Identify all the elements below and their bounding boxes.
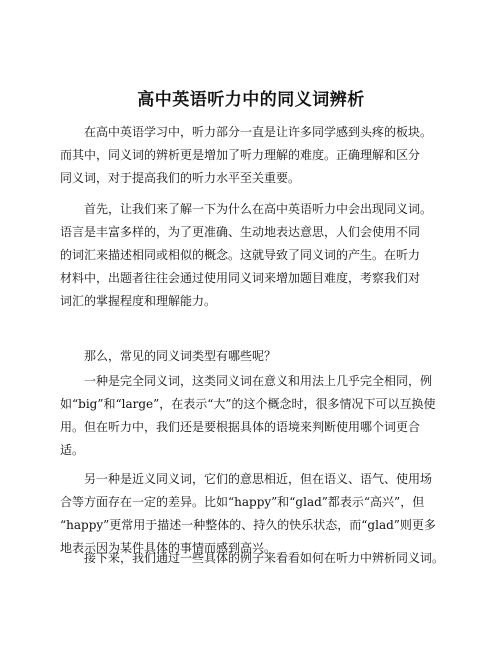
paragraph-line: 另一种是近义同义词，它们的意思相近，但在语义、语气、使用场 xyxy=(84,472,433,486)
paragraph-line: “happy”更常用于描述一种整体的、持久的快乐状态，而“glad”则更多 xyxy=(60,518,436,532)
paragraph-line: 如“big”和“large”，在表示“大”的这个概念时，很多情况下可以互换使 xyxy=(60,397,436,411)
paragraph-line: 适。 xyxy=(60,443,85,457)
paragraph-line: 接下来，我们通过一些具体的例子来看看如何在听力中辨析同义词。 xyxy=(84,551,445,565)
paragraph-line: 词汇的掌握程度和理解能力。 xyxy=(60,294,217,308)
paragraph-line: 地表示因为某件具体的事情而感到高兴。 xyxy=(60,541,277,555)
paragraph-line: 的词汇来描述相同或相似的概念。这就导致了同义词的产生。在听力 xyxy=(60,248,421,262)
document-title: 高中英语听力中的同义词辨析 xyxy=(137,90,365,110)
paragraph-line: 语言是丰富多样的，为了更准确、生动地表达意思，人们会使用不同 xyxy=(60,225,421,239)
paragraph-complete-synonyms xyxy=(60,370,456,462)
paragraph-line: 同义词，对于提高我们的听力水平至关重要。 xyxy=(60,171,301,185)
paragraph-line: 一种是完全同义词，这类同义词在意义和用法上几乎完全相同，例 xyxy=(84,374,433,388)
paragraph-line: 那么，常见的同义词类型有哪些呢？ xyxy=(84,349,277,363)
paragraph-line: 首先，让我们来了解一下为什么在高中英语听力中会出现同义词。 xyxy=(84,202,433,216)
paragraph-line: 而其中，同义词的辨析更是增加了听力理解的难度。正确理解和区分 xyxy=(60,148,421,162)
paragraph-line: 用。但在听力中，我们还是要根据具体的语境来判断使用哪个词更合 xyxy=(60,420,421,434)
paragraph-examples-intro xyxy=(60,547,456,570)
paragraph-why-synonyms xyxy=(60,198,456,313)
paragraph-intro xyxy=(60,121,456,190)
paragraph-line: 在高中英语学习中，听力部分一直是让许多同学感到头疼的板块。 xyxy=(84,125,433,139)
paragraph-question xyxy=(60,345,456,368)
paragraph-line: 材料中，出题者往往会通过使用同义词来增加题目难度，考察我们对 xyxy=(60,271,421,285)
paragraph-line: 合等方面存在一定的差异。比如“happy”和“glad”都表示“高兴”，但 xyxy=(60,495,425,509)
